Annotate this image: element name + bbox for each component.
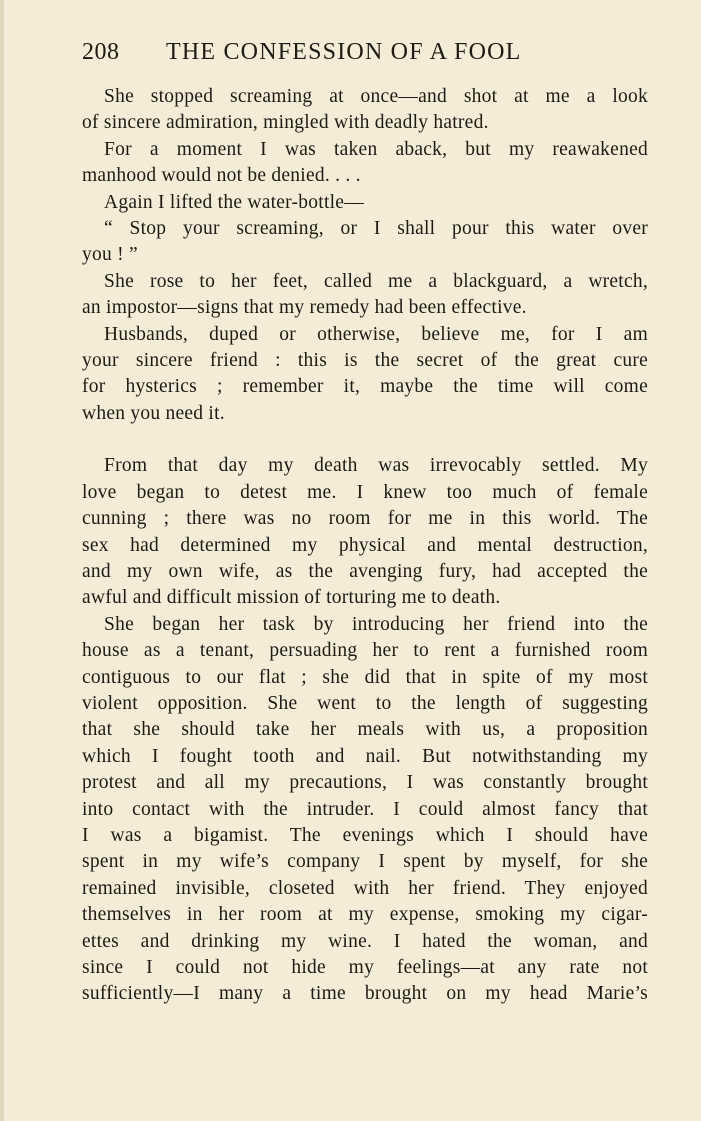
text-line: that she should take her meals with us, a proposition [82,719,648,741]
text-line: when you need it. [82,402,225,424]
text-line: which I fought tooth and nail. But notwithstanding my [82,745,648,767]
text-line: into contact with the intruder. I could almost fancy that [82,798,648,820]
text-line: protest and all my precautions, I was constantly brought [82,772,648,794]
body-text [82,84,648,1008]
page-header [82,36,648,68]
text-line: manhood would not be denied. . . . [82,165,361,187]
text-line: I was a bigamist. The evenings which I should have [82,824,648,846]
text-line: She began her task by introducing her friend into the [104,613,648,635]
text-line: sufficiently—I many a time brought on my head Marie’s [82,983,648,1005]
running-title: THE CONFESSION OF A FOOL [166,39,522,65]
text-line: Husbands, duped or otherwise, believe me, for I am [104,323,648,345]
text-line: remained invisible, closeted with her friend. They enjoyed [82,877,648,899]
text-line: She rose to her feet, called me a blackguard, a wretch, [104,270,648,292]
text-line: and my own wife, as the avenging fury, had accepted the [82,561,648,583]
text-line: For a moment I was taken aback, but my reawakened [104,138,648,160]
text-line: themselves in her room at my expense, smoking my cigar- [82,904,648,926]
text-line: of sincere admiration, mingled with deadly hatred. [82,112,489,134]
text-line: cunning ; there was no room for me in this world. The [82,508,648,530]
text-line: awful and difficult mission of torturing me to death. [82,587,501,609]
text-line: your sincere friend : this is the secret of the great cure [82,349,648,371]
text-line: She stopped screaming at once—and shot at me a look [104,86,648,107]
page-number: 208 [82,39,120,65]
text-line: ettes and drinking my wine. I hated the woman, and [82,930,648,952]
text-line: house as a tenant, persuading her to rent a furnished room [82,640,648,662]
text-line: an impostor—signs that my remedy had been effective. [82,297,527,319]
text-line: “ Stop your screaming, or I shall pour this water over [104,217,648,239]
text-line: for hysterics ; remember it, maybe the time will come [82,376,648,398]
text-line: Again I lifted the water-bottle— [104,191,364,213]
text-line: violent opposition. She went to the length of suggesting [82,692,648,714]
text-line: since I could not hide my feelings—at any rate not [82,956,648,978]
text-line: From that day my death was irrevocably settled. My [104,455,648,477]
text-line: love began to detest me. I knew too much of female [82,481,648,503]
text-line: spent in my wife’s company I spent by myself, for she [82,851,648,873]
page-edge-shadow [0,0,4,1121]
text-line: contiguous to our flat ; she did that in spite of my most [82,666,648,688]
text-line: you ! ” [82,244,138,266]
text-line: sex had determined my physical and mental destruction, [82,534,648,556]
section-break [82,427,648,453]
